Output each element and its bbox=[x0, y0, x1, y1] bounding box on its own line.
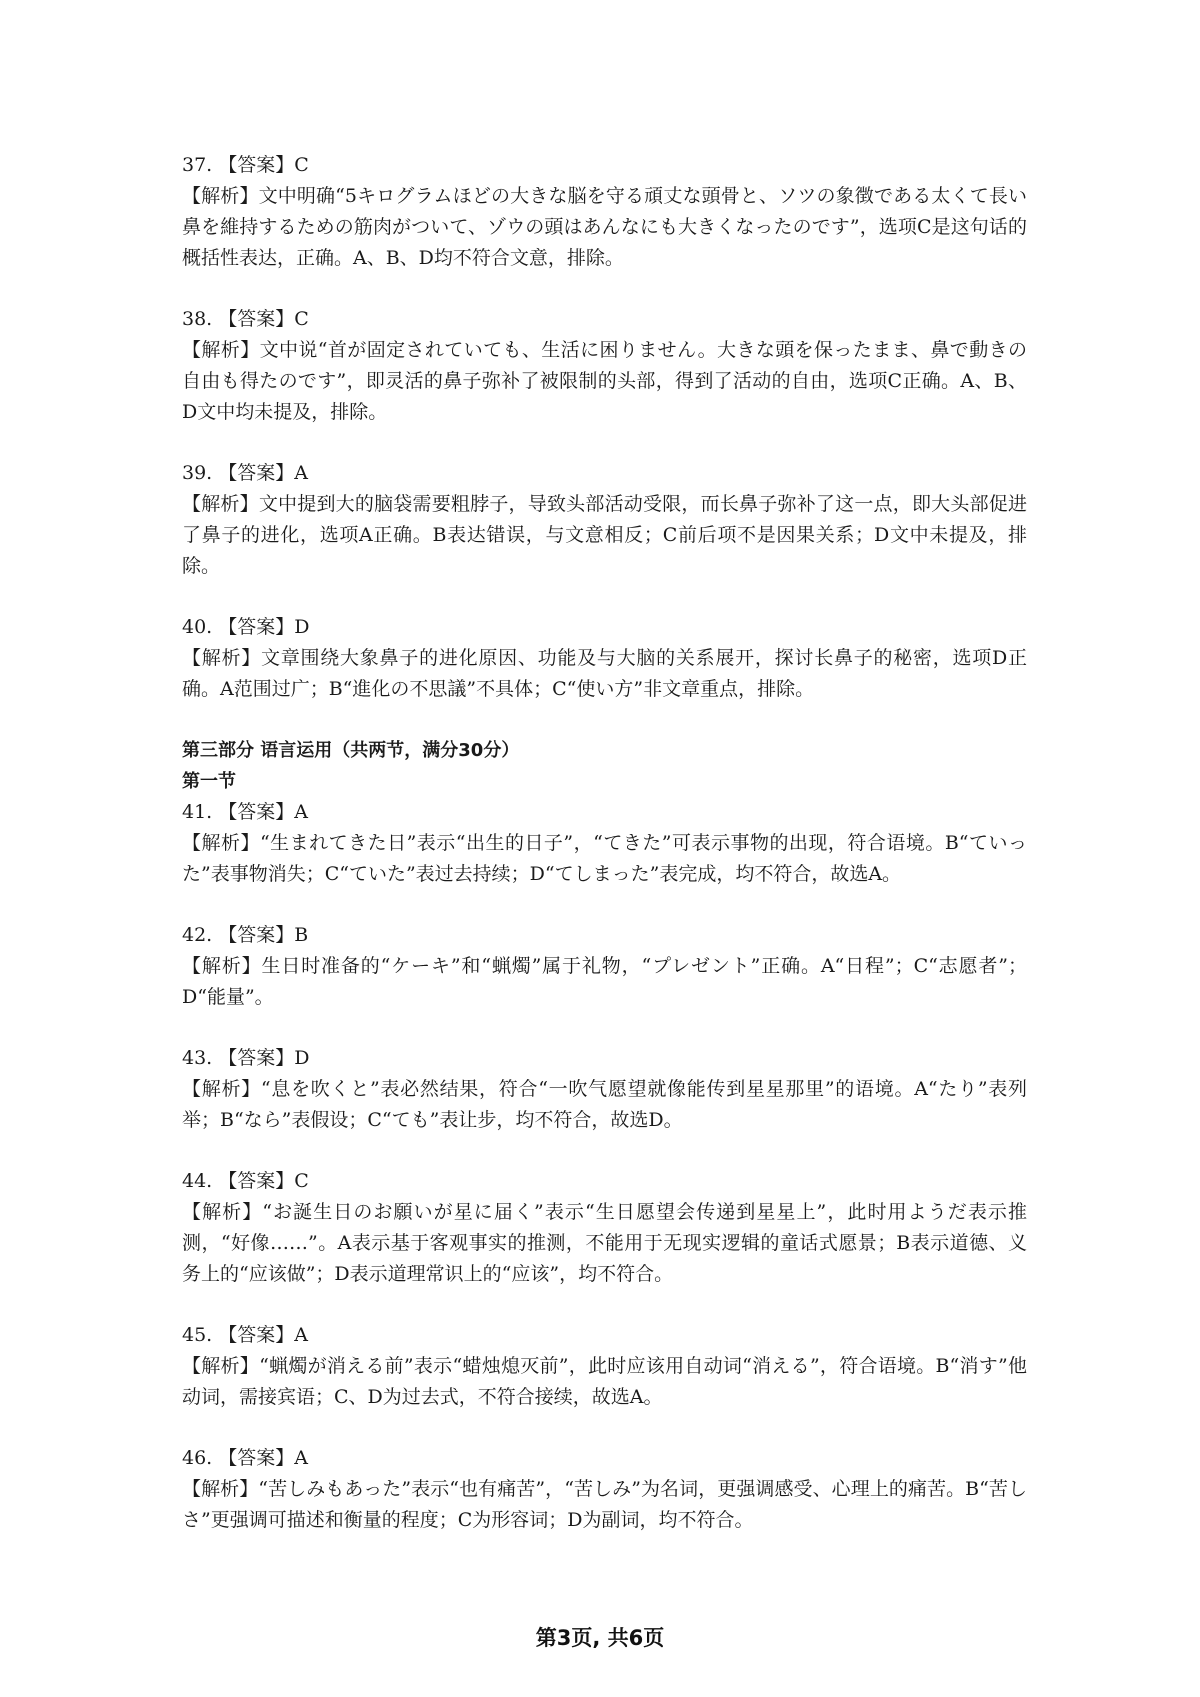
analysis-text: 【解析】生日时准备的“ケーキ”和“蝋燭”属于礼物，“プレゼント”正确。A“日程”；C“志愿者”；D“能量”。 bbox=[182, 955, 1027, 1008]
section-heading: 第三部分 语言运用（共两节，满分30分） bbox=[182, 740, 520, 761]
page-content bbox=[182, 150, 1027, 1566]
answer-line: 44. 【答案】C bbox=[182, 1170, 309, 1192]
answer-line: 39. 【答案】A bbox=[182, 462, 308, 484]
answer-line: 37. 【答案】C bbox=[182, 154, 309, 176]
analysis-text: 【解析】“生まれてきた日”表示“出生的日子”，“てきた”可表示事物的出现，符合语境。B“ていった”表事物消失；C“ていた”表过去持续；D“てしまった”表完成，均不符合，故选A。 bbox=[182, 832, 1027, 885]
answer-item-37 bbox=[182, 150, 1027, 274]
analysis-text: 【解析】文中明确“5キログラムほどの大きな脳を守る頑丈な頭骨と、ソツの象徴である太くて長い鼻を維持するための筋肉がついて、ゾウの頭はあんなにも大きくなったのです”，选项C是这句话的概括性表达，正确。A、B、D均不符合文意，排除。 bbox=[182, 185, 1027, 269]
answer-item-42 bbox=[182, 920, 1027, 1013]
answer-item-44 bbox=[182, 1166, 1027, 1290]
analysis-text: 【解析】文中提到大的脑袋需要粗脖子，导致头部活动受限，而长鼻子弥补了这一点，即大头部促进了鼻子的进化，选项A正确。B表达错误，与文意相反；C前后项不是因果关系；D文中未提及，排除。 bbox=[182, 493, 1027, 577]
analysis-text: 【解析】“苦しみもあった”表示“也有痛苦”，“苦しみ”为名词，更强调感受、心理上的痛苦。B“苦しさ”更强调可描述和衡量的程度；C为形容词；D为副词，均不符合。 bbox=[182, 1478, 1027, 1531]
analysis-text: 【解析】“お誕生日のお願いが星に届く”表示“生日愿望会传递到星星上”，此时用ようだ表示推测，“好像……”。A表示基于客观事实的推测，不能用于无现实逻辑的童话式愿景；B表示道德、义务上的“应该做”；D表示道理常识上的“应该”，均不符合。 bbox=[182, 1201, 1027, 1285]
answer-line: 43. 【答案】D bbox=[182, 1047, 310, 1069]
answer-item-46 bbox=[182, 1443, 1027, 1536]
answer-line: 38. 【答案】C bbox=[182, 308, 309, 330]
answer-line: 41. 【答案】A bbox=[182, 801, 308, 823]
analysis-text: 【解析】文中说“首が固定されていても、生活に困りません。大きな頭を保ったまま、鼻で動きの自由も得たのです”，即灵活的鼻子弥补了被限制的头部，得到了活动的自由，选项C正确。A、B、D文中均未提及，排除。 bbox=[182, 339, 1027, 423]
answer-line: 45. 【答案】A bbox=[182, 1324, 308, 1346]
analysis-text: 【解析】“息を吹くと”表必然结果，符合“一吹气愿望就像能传到星星那里”的语境。A“たり”表列举；B“なら”表假设；C“ても”表让步，均不符合，故选D。 bbox=[182, 1078, 1027, 1131]
analysis-text: 【解析】“蝋燭が消える前”表示“蜡烛熄灭前”，此时应该用自动词“消える”，符合语境。B“消す”他动词，需接宾语；C、D为过去式，不符合接续，故选A。 bbox=[182, 1355, 1027, 1408]
answer-item-45 bbox=[182, 1320, 1027, 1413]
analysis-text: 【解析】文章围绕大象鼻子的进化原因、功能及与大脑的关系展开，探讨长鼻子的秘密，选项D正确。A范围过广；B“進化の不思議”不具体；C“使い方”非文章重点，排除。 bbox=[182, 647, 1027, 700]
answer-item-40 bbox=[182, 612, 1027, 705]
answer-item-43 bbox=[182, 1043, 1027, 1136]
answer-line: 46. 【答案】A bbox=[182, 1447, 308, 1469]
answer-line: 42. 【答案】B bbox=[182, 924, 309, 946]
answer-line: 40. 【答案】D bbox=[182, 616, 310, 638]
answer-item-38 bbox=[182, 304, 1027, 428]
section-subheading: 第一节 bbox=[182, 771, 236, 792]
answer-item-41 bbox=[182, 797, 1027, 890]
page-number-footer: 第3页, 共6页 bbox=[535, 1626, 665, 1650]
answer-item-39 bbox=[182, 458, 1027, 582]
